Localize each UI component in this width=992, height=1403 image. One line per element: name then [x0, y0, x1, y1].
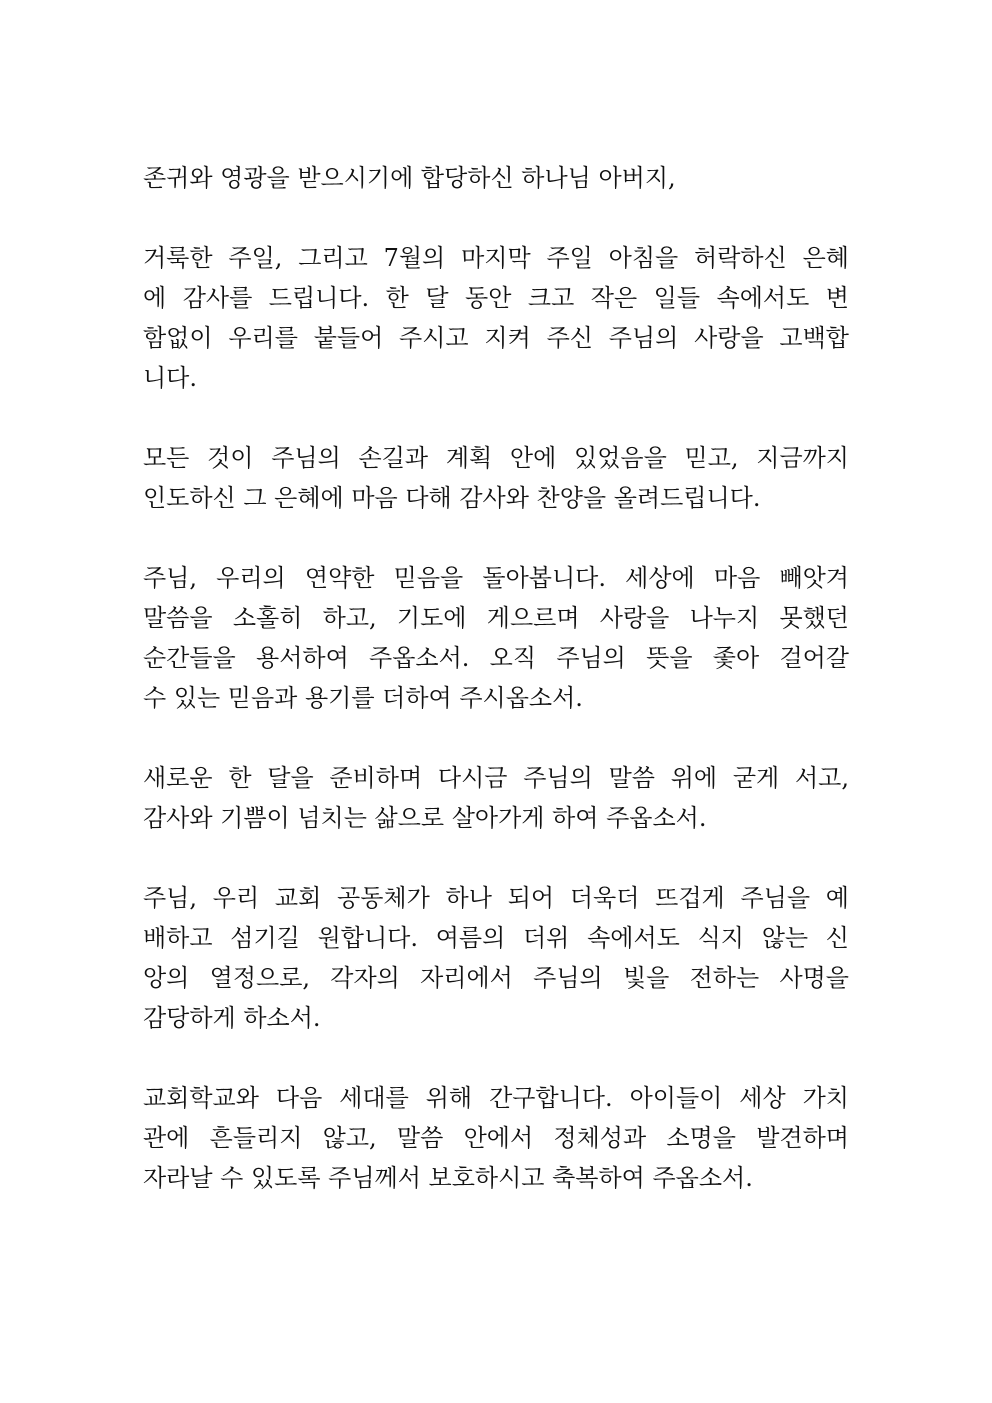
text-line: 인도하신 그 은혜에 마음 다해 감사와 찬양을 올려드립니다. [143, 484, 761, 512]
text-line: 모든 것이 주님의 손길과 계획 안에 있었음을 믿고, 지금까지 [143, 444, 849, 472]
prayer-text [143, 158, 849, 1238]
text-line: 감사와 기쁨이 넘치는 삶으로 살아가게 하여 주옵소서. [143, 804, 707, 832]
paragraph-thanksgiving [143, 238, 849, 398]
paragraph-repentance [143, 558, 849, 718]
text-line: 주님, 우리의 연약한 믿음을 돌아봅니다. 세상에 마음 빼앗겨 [143, 564, 849, 592]
paragraph-praise [143, 438, 849, 518]
paragraph-new-month [143, 758, 849, 838]
text-line: 함없이 우리를 붙들어 주시고 지켜 주신 주님의 사랑을 고백합 [143, 324, 849, 352]
text-line: 관에 흔들리지 않고, 말씀 안에서 정체성과 소명을 발견하며 [143, 1124, 849, 1152]
paragraph-church [143, 878, 849, 1038]
text-line: 새로운 한 달을 준비하며 다시금 주님의 말씀 위에 굳게 서고, [143, 764, 849, 792]
text-line: 교회학교와 다음 세대를 위해 간구합니다. 아이들이 세상 가치 [143, 1084, 849, 1112]
text-line: 주님, 우리 교회 공동체가 하나 되어 더욱더 뜨겁게 주님을 예 [143, 884, 849, 912]
text-line: 감당하게 하소서. [143, 1004, 321, 1032]
text-line: 니다. [143, 364, 197, 392]
text-line: 자라날 수 있도록 주님께서 보호하시고 축복하여 주옵소서. [143, 1164, 753, 1192]
text-line: 말씀을 소홀히 하고, 기도에 게으르며 사랑을 나누지 못했던 [143, 604, 849, 632]
paragraph-next-generation [143, 1078, 849, 1198]
text-line: 앙의 열정으로, 각자의 자리에서 주님의 빛을 전하는 사명을 [143, 964, 849, 992]
text-line: 거룩한 주일, 그리고 7월의 마지막 주일 아침을 허락하신 은혜 [143, 244, 849, 272]
text-line: 에 감사를 드립니다. 한 달 동안 크고 작은 일들 속에서도 변 [143, 284, 849, 312]
text-line: 순간들을 용서하여 주옵소서. 오직 주님의 뜻을 좇아 걸어갈 [143, 644, 849, 672]
text-line: 수 있는 믿음과 용기를 더하여 주시옵소서. [143, 684, 583, 712]
greeting-line: 존귀와 영광을 받으시기에 합당하신 하나님 아버지, [143, 164, 676, 192]
text-line: 배하고 섬기길 원합니다. 여름의 더위 속에서도 식지 않는 신 [143, 924, 849, 952]
